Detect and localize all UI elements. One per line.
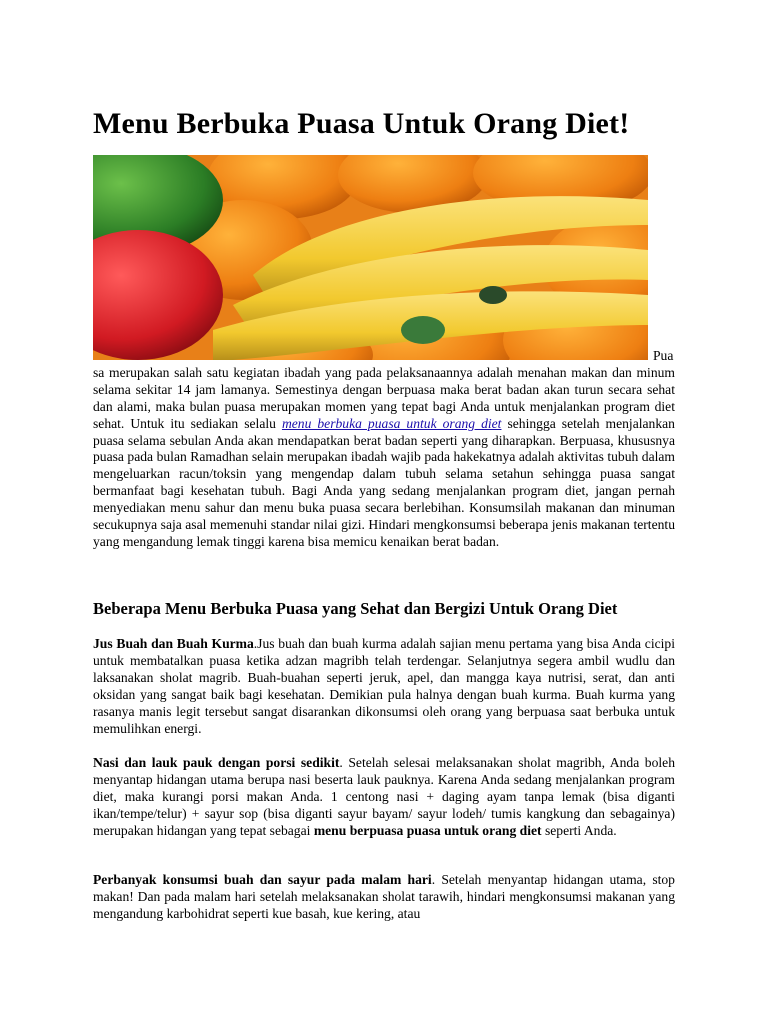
- intro-text: sa merupakan salah satu kegiatan ibadah yang pada pelaksanaannya adalah menahan makan dan minum selama sekitar 14 jam lamanya. Semestinya dengan berpuasa maka berat badan akan turun secara sehat dan alami, maka bulan puasa merupakan momen yang tepat bagi Anda untuk menjalankan program diet sehat. Untuk itu sediakan selalu: [93, 364, 675, 431]
- diet-menu-link[interactable]: menu berbuka puasa untuk orang diet: [281, 415, 502, 431]
- menu-item-emphasis: menu berpuasa puasa untuk orang diet: [313, 823, 542, 838]
- fruit-photo-illustration: [93, 155, 648, 360]
- menu-item-text: .Jus buah dan buah kurma adalah sajian menu pertama yang bisa Anda cicipi untuk membatalkan puasa ketika adzan magribh telah terdengar. Selanjutnya segera ambil wudlu dan laksanakan sholat magrib. Buah-buahan seperti jeruk, apel, dan mangga kaya nutrisi, serat, dan anti oksidan yang sangat baik bagi kesehatan. Demikian pula halnya dengan buah kurma. Buah kurma yang rasanya manis legit tersebut sangat disarankan dikonsumsi oleh orang yang berpuasa saat berbuka untuk memulihkan energi.: [93, 636, 675, 736]
- menu-item-text: . Setelah menyantap hidangan utama, stop makan! Dan pada malam hari setelah melaksanakan sholat tarawih, hindari mengkonsumsi makanan yang mengandung karbohidrat seperti kue basah, kue kering, atau: [93, 872, 675, 921]
- menu-paragraph-rice: [93, 754, 675, 839]
- intro-text-continued: sehingga setelah menjalankan puasa selama sebulan Anda akan mendapatkan berat badan seperti yang diharapkan. Berpuasa, khususnya puasa pada bulan Ramadhan selain merupakan ibadah wajib pada hakekatnya adalah aktivitas tubuh dalam mengeluarkan racun/toksin yang mengendap dalam tubuh selama setahun sehingga puasa sangat bermanfaat bagi kesehatan tubuh. Bagi Anda yang sedang menjalankan program diet, jangan pernah menyediakan menu sahur dan menu buka puasa secara berlebihan. Konsumsilah makanan dan minuman secukupnya saja asal memenuhi standar nilai gizi. Hindari mengkonsumsi beberapa jenis makanan tertentu yang mengandung lemak tinggi karena bisa memicu kenaikan berat badan.: [93, 415, 675, 549]
- menu-paragraph-juice: [93, 635, 675, 737]
- menu-item-text-end: seperti Anda.: [541, 823, 617, 838]
- menu-paragraph-fruit-veg: [93, 871, 675, 922]
- section-heading: Beberapa Menu Berbuka Puasa yang Sehat dan Bergizi Untuk Orang Diet: [93, 599, 618, 618]
- menu-item-text: . Setelah selesai melaksanakan sholat magribh, Anda boleh menyantap hidangan utama berupa nasi beserta lauk pauknya. Karena Anda sedang menjalankan program diet, maka kurangi porsi makan Anda. 1 centong nasi + daging ayam tanpa lemak (bisa diganti ikan/tempe/telur) + sayur sop (bisa diganti sayur bayam/ sayur lodeh/ tumis kangkung dan sebagainya) merupakan hidangan yang tepat sebagai: [93, 755, 676, 838]
- menu-item-title: Nasi dan lauk pauk dengan porsi sedikit: [93, 755, 340, 770]
- menu-item-title: Jus Buah dan Buah Kurma: [93, 636, 254, 651]
- fruit-photo: [93, 155, 648, 360]
- menu-item-title: Perbanyak konsumsi buah dan sayur pada malam hari: [93, 872, 432, 887]
- intro-lead: Pua: [653, 348, 674, 363]
- page-title: Menu Berbuka Puasa Untuk Orang Diet!: [93, 107, 630, 140]
- banana-sticker-icon: [401, 316, 445, 344]
- intro-paragraph: [93, 348, 675, 551]
